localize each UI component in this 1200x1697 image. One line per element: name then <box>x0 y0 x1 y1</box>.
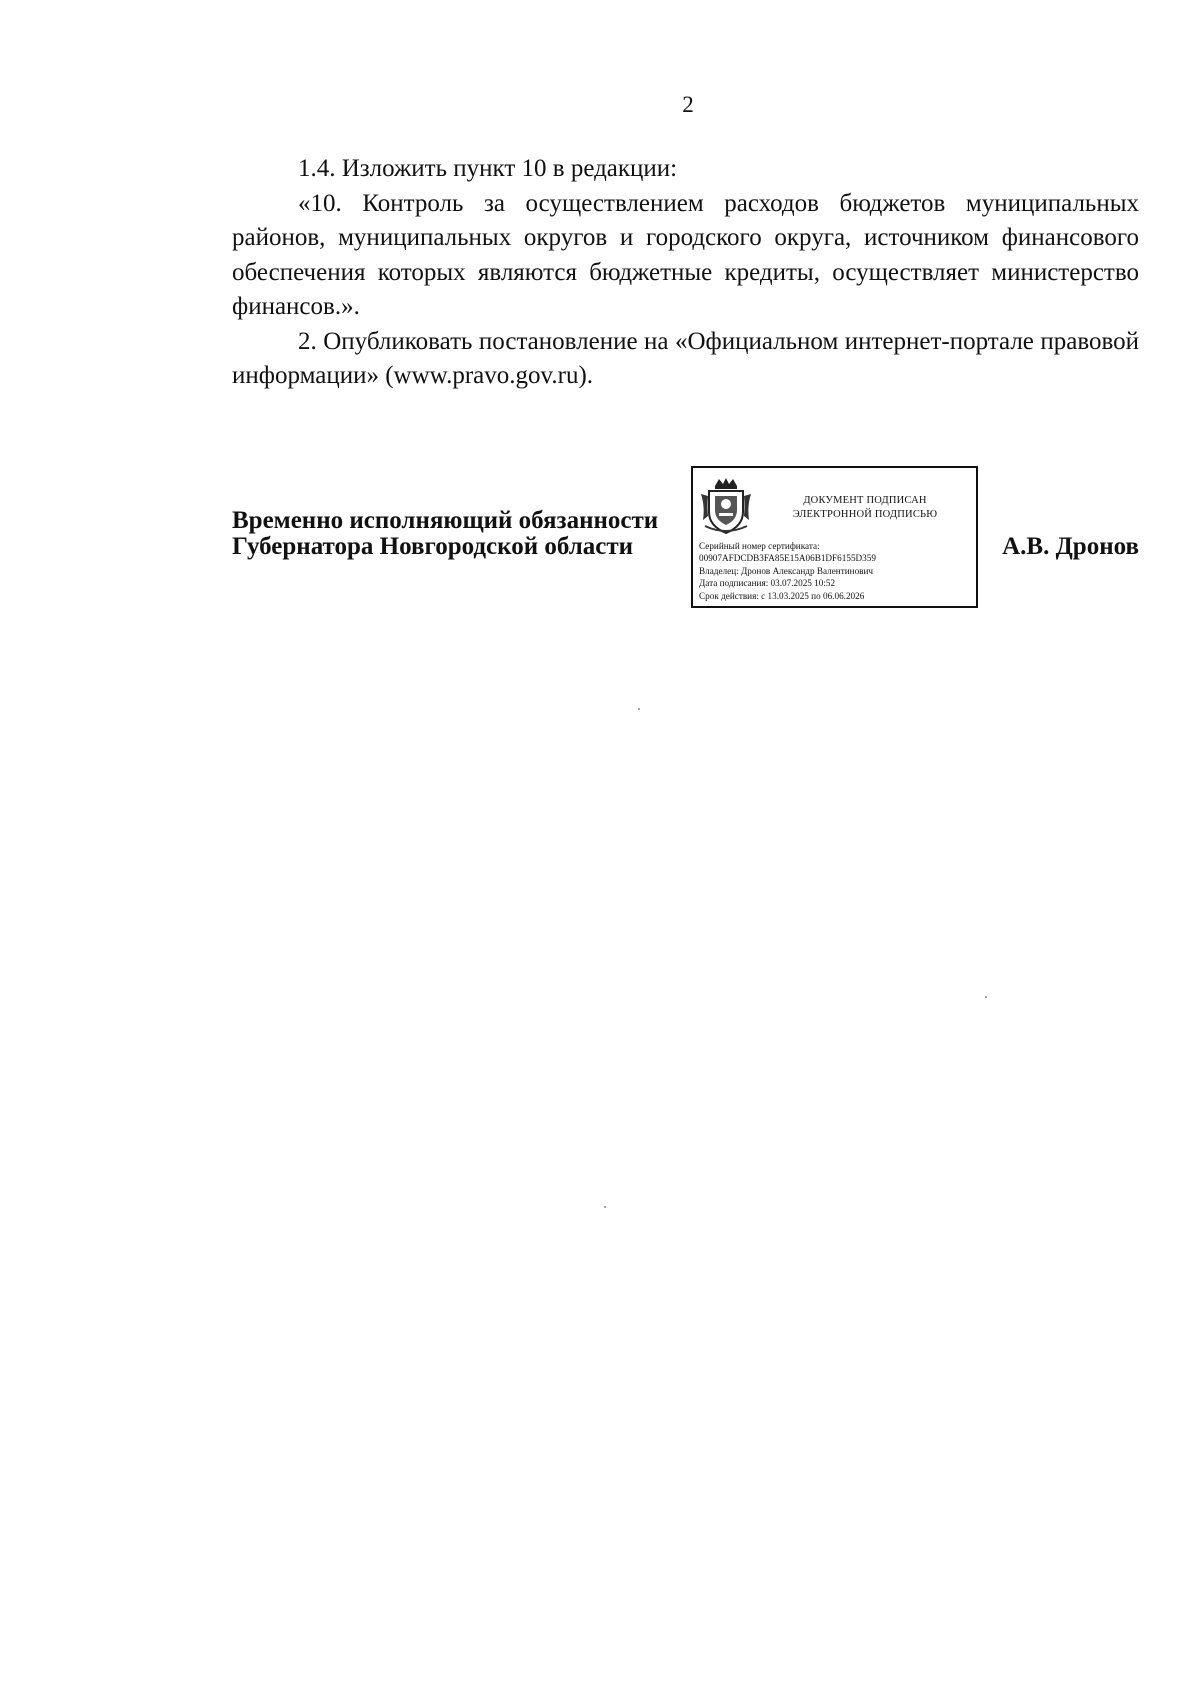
page-number: 2 <box>682 92 694 117</box>
scan-speck <box>638 708 640 710</box>
stamp-heading-line-2: ЭЛЕКТРОННОЙ ПОДПИСЬЮ <box>792 509 938 520</box>
stamp-heading-line-1: ДОКУМЕНТ ПОДПИСАН <box>803 495 927 506</box>
paragraph-2: 2. Опубликовать постановление на «Официальном интернет-портале правовой информации» (www.pravo.gov.ru). <box>232 327 1139 389</box>
stamp-signed-date: Дата подписания: 03.07.2025 10:52 <box>699 578 836 589</box>
document-body <box>232 152 1139 394</box>
stamp-owner: Владелец: Дронов Александр Валентинович <box>699 565 874 576</box>
scan-speck <box>985 996 987 998</box>
paragraph-1-4: 1.4. Изложить пункт 10 в редакции: <box>298 155 678 182</box>
signer-title-line-1: Временно исполняющий обязанности <box>232 507 659 534</box>
signer-name: А.В. Дронов <box>1002 533 1139 560</box>
stamp-heading <box>755 494 975 522</box>
electronic-signature-stamp <box>691 466 978 608</box>
stamp-serial-label: Серийный номер сертификата: <box>699 541 820 551</box>
paragraph-10-text: «10. Контроль за осуществлением расходов бюджетов муниципальных районов, муниципальных округов и городского округа, источником финансового обеспечения которых являются бюджетные кредиты, осуществляет министерство финансов.». <box>232 189 1139 320</box>
scan-speck <box>604 1206 606 1208</box>
coat-of-arms-icon <box>699 476 753 536</box>
stamp-validity: Срок действия: с 13.03.2025 по 06.06.2026 <box>699 590 865 601</box>
signer-title <box>232 508 658 560</box>
stamp-details <box>699 540 975 602</box>
stamp-serial-value: 00907AFDCDB3FA85E15A06B1DF6155D359 <box>699 553 876 564</box>
signature-block <box>232 466 1139 616</box>
signer-title-line-2: Губернатора Новгородской области <box>232 533 634 560</box>
